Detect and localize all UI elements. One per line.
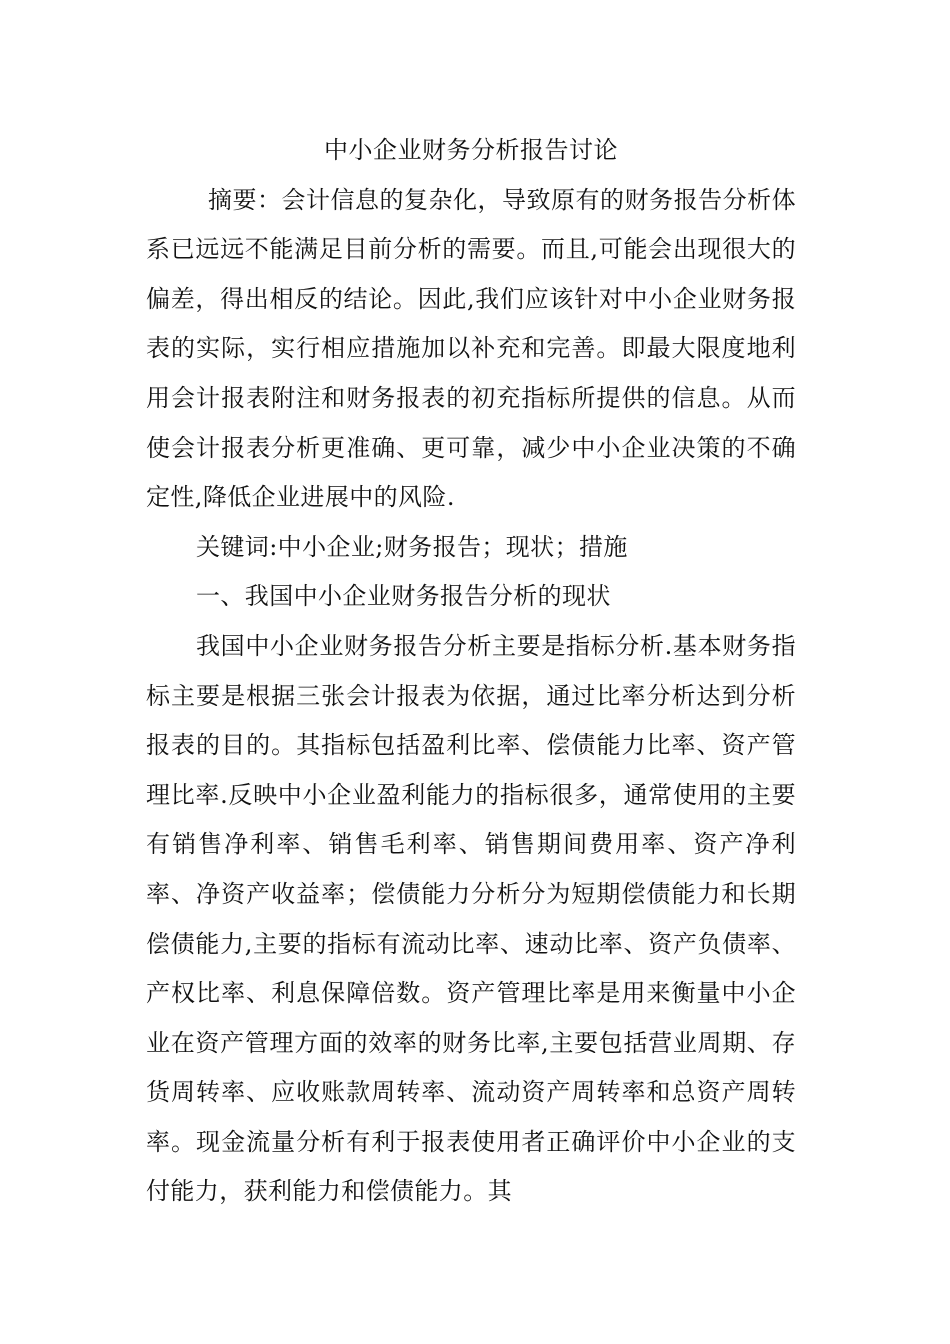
abstract-paragraph: 摘要：会计信息的复杂化，导致原有的财务报告分析体系已远远不能满足目前分析的需要。而且,可能会出现很大的偏差，得出相反的结论。因此,我们应该针对中小企业财务报表的实际，实行相应措施加以补充和完善。即最大限度地利用会计报表附注和财务报表的初充指标所提供的信息。从而使会计报表分析更准确、更可靠，减少中小企业决策的不确定性,降低企业进展中的风险. [146,185,796,512]
document-title: 中小企业财务分析报告讨论 [324,136,618,164]
body-paragraph: 我国中小企业财务报告分析主要是指标分析.基本财务指标主要是根据三张会计报表为依据，通过比率分析达到分析报表的目的。其指标包括盈利比率、偿债能力比率、资产管理比率.反映中小企业盈利能力的指标很多，通常使用的主要有销售净利率、销售毛利率、销售期间费用率、资产净利率、净资产收益率；偿债能力分析分为短期偿债能力和长期偿债能力,主要的指标有流动比率、速动比率、资产负债率、产权比率、利息保障倍数。资产管理比率是用来衡量中小企业在资产管理方面的效率的财务比率,主要包括营业周期、存货周转率、应收账款周转率、流动资产周转率和总资产周转率。现金流量分析有利于报表使用者正确评价中小企业的支付能力，获利能力和偿债能力。其 [146,631,796,1206]
section-heading: 一、我国中小企业财务报告分析的现状 [196,582,611,611]
document-content [146,126,796,1217]
keywords-line: 关键词:中小企业;财务报告；现状；措施 [196,532,628,561]
